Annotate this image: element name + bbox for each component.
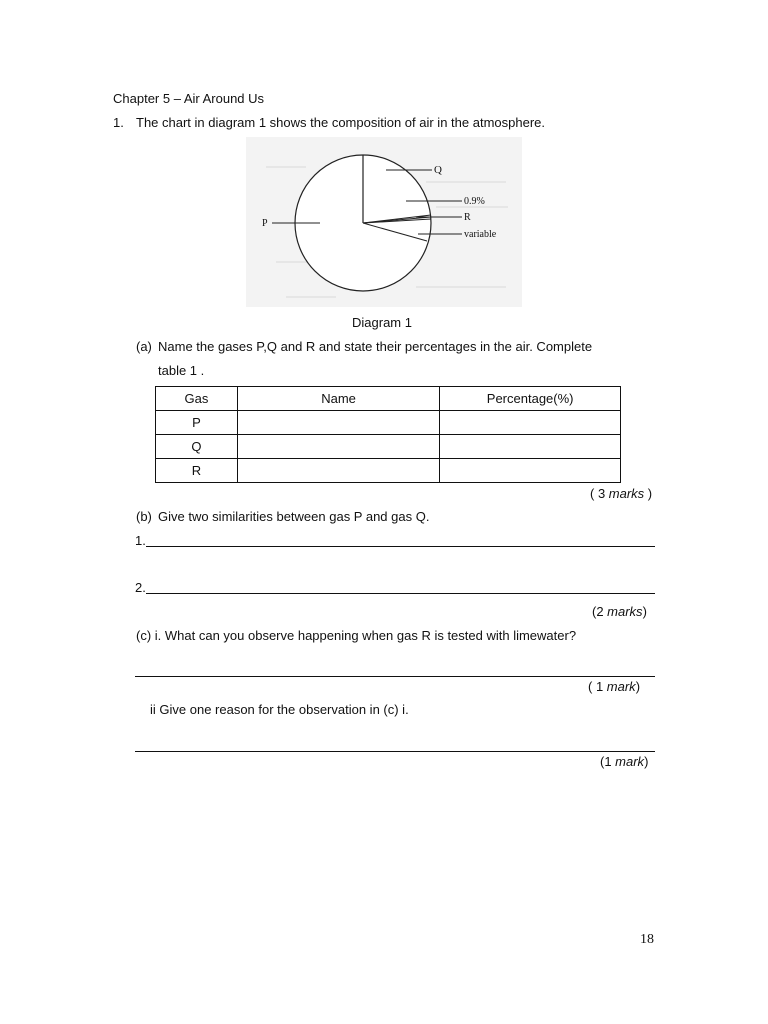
table-row xyxy=(156,459,621,483)
label-pct: 0.9% xyxy=(464,196,485,207)
table-header-row xyxy=(156,387,621,411)
answer-cell-percentage[interactable] xyxy=(440,435,621,459)
marks-a: ( 3 marks ) xyxy=(590,486,653,501)
answer-cell-name[interactable] xyxy=(237,411,439,435)
answer-line-1[interactable] xyxy=(146,546,655,547)
question-number: 1. xyxy=(113,115,124,130)
table-row xyxy=(156,435,621,459)
part-b-prefix: (b) xyxy=(136,509,152,524)
part-a-text-line2: table 1 . xyxy=(158,363,205,378)
marks-c-ii: (1 mark) xyxy=(600,754,649,769)
part-a-prefix: (a) xyxy=(136,339,152,354)
answer-number-1: 1. xyxy=(135,533,146,548)
marks-b: (2 marks) xyxy=(592,604,647,619)
part-b-text: Give two similarities between gas P and gas Q. xyxy=(158,509,430,524)
part-c-ii-text: ii Give one reason for the observation in (c) i. xyxy=(150,702,409,717)
answer-cell-name[interactable] xyxy=(237,459,439,483)
label-variable: variable xyxy=(464,229,497,240)
answer-number-2: 2. xyxy=(135,580,146,595)
chapter-title: Chapter 5 – Air Around Us xyxy=(113,91,265,106)
marks-c-i: ( 1 mark) xyxy=(588,679,641,694)
label-r: R xyxy=(464,212,471,223)
answer-cell-name[interactable] xyxy=(237,435,439,459)
row-gas-p: P xyxy=(156,411,238,435)
header-percentage: Percentage(%) xyxy=(440,387,621,411)
answer-line-c-i[interactable] xyxy=(135,676,655,677)
label-p: P xyxy=(262,218,268,229)
part-c-i-text: (c) i. What can you observe happening when gas R is tested with limewater? xyxy=(136,628,577,643)
label-q: Q xyxy=(434,164,442,176)
table-row xyxy=(156,411,621,435)
question-text: The chart in diagram 1 shows the composition of air in the atmosphere. xyxy=(136,115,545,130)
header-gas: Gas xyxy=(156,387,238,411)
answer-line-c-ii[interactable] xyxy=(135,751,655,752)
part-a-text-line1: Name the gases P,Q and R and state their percentages in the air. Complete xyxy=(158,339,593,354)
gas-table xyxy=(155,386,621,483)
header-name: Name xyxy=(237,387,439,411)
pie-diagram xyxy=(246,137,522,307)
answer-cell-percentage[interactable] xyxy=(440,459,621,483)
answer-line-2[interactable] xyxy=(146,593,655,594)
row-gas-r: R xyxy=(156,459,238,483)
diagram-caption: Diagram 1 xyxy=(352,315,412,330)
page-number: 18 xyxy=(640,932,654,947)
row-gas-q: Q xyxy=(156,435,238,459)
answer-cell-percentage[interactable] xyxy=(440,411,621,435)
